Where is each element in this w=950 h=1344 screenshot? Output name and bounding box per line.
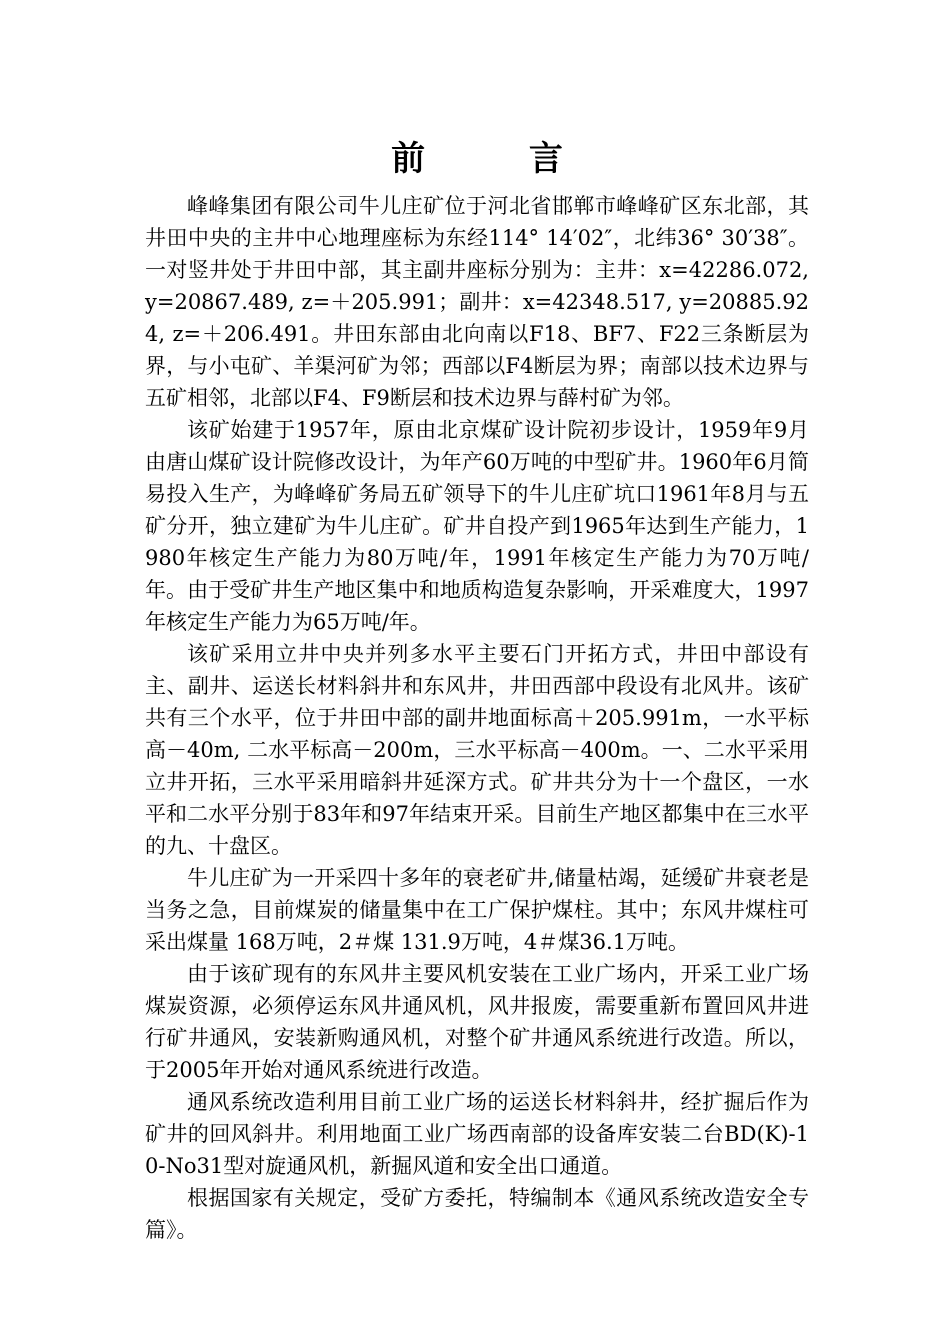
paragraph-commission: 根据国家有关规定，受矿方委托，特编制本《通风系统改造安全专篇》。: [145, 1186, 809, 1242]
page-title: 前 言: [391, 139, 609, 179]
paragraph-scheme: 通风系统改造利用目前工业广场的运送长材料斜井，经扩掘后作为矿井的回风斜井。利用地面工业广场西南部的设备库安装二台BD(K)-10-No31型对旋通风机，新掘风道和安全出口通道。: [145, 1090, 809, 1178]
paragraph-history: 该矿始建于1957年，原由北京煤矿设计院初步设计，1959年9月由唐山煤矿设计院修改设计，为年产60万吨的中型矿井。1960年6月简易投入生产，为峰峰矿务局五矿领导下的牛儿庄矿坑口1961年8月与五矿分开，独立建矿为牛儿庄矿。矿井自投产到1965年达到生产能力，1980年核定生产能力为80万吨/年，1991年核定生产能力为70万吨/年。由于受矿井生产地区集中和地质构造复杂影响，开采难度大，1997年核定生产能力为65万吨/年。: [145, 418, 809, 634]
paragraph-reason: 由于该矿现有的东风井主要风机安装在工业广场内，开采工业广场煤炭资源，必须停运东风井通风机，风井报废，需要重新布置回风井进行矿井通风，安装新购通风机，对整个矿井通风系统进行改造。所以，于2005年开始对通风系统进行改造。: [145, 962, 809, 1082]
paragraph-location: 峰峰集团有限公司牛儿庄矿位于河北省邯郸市峰峰矿区东北部，其井田中央的主井中心地理座标为东经114° 14′02″，北纬36° 30′38″。一对竖井处于井田中部，其主副井座标分别为：主井：x=42286.072, y=20867.489, z=＋205.991；副井：x=42348.517, y=20885.924, z=＋206.491。井田东部由北向南以F18、BF7、F22三条断层为界，与小屯矿、羊渠河矿为邻；西部以F4断层为界；南部以技术边界与五矿相邻，北部以F4、F9断层和技术边界与薛村矿为邻。: [145, 194, 809, 410]
document-page: [145, 130, 809, 1246]
paragraph-reserves: 牛儿庄矿为一开采四十多年的衰老矿井,储量枯竭，延缓矿井衰老是当务之急，目前煤炭的储量集中在工广保护煤柱。其中；东风井煤柱可采出煤量 168万吨，2＃煤 131.9万吨，4＃煤36.1万吨。: [145, 866, 809, 954]
paragraph-development: 该矿采用立井中央并列多水平主要石门开拓方式，井田中部设有主、副井、运送长材料斜井和东风井，井田西部中段设有北风井。该矿共有三个水平，位于井田中部的副井地面标高＋205.991m，一水平标高－40m, 二水平标高－200m，三水平标高－400m。一、二水平采用立井开拓，三水平采用暗斜井延深方式。矿井共分为十一个盘区，一水平和二水平分别于83年和97年结束开采。目前生产地区都集中在三水平的九、十盘区。: [145, 642, 809, 858]
